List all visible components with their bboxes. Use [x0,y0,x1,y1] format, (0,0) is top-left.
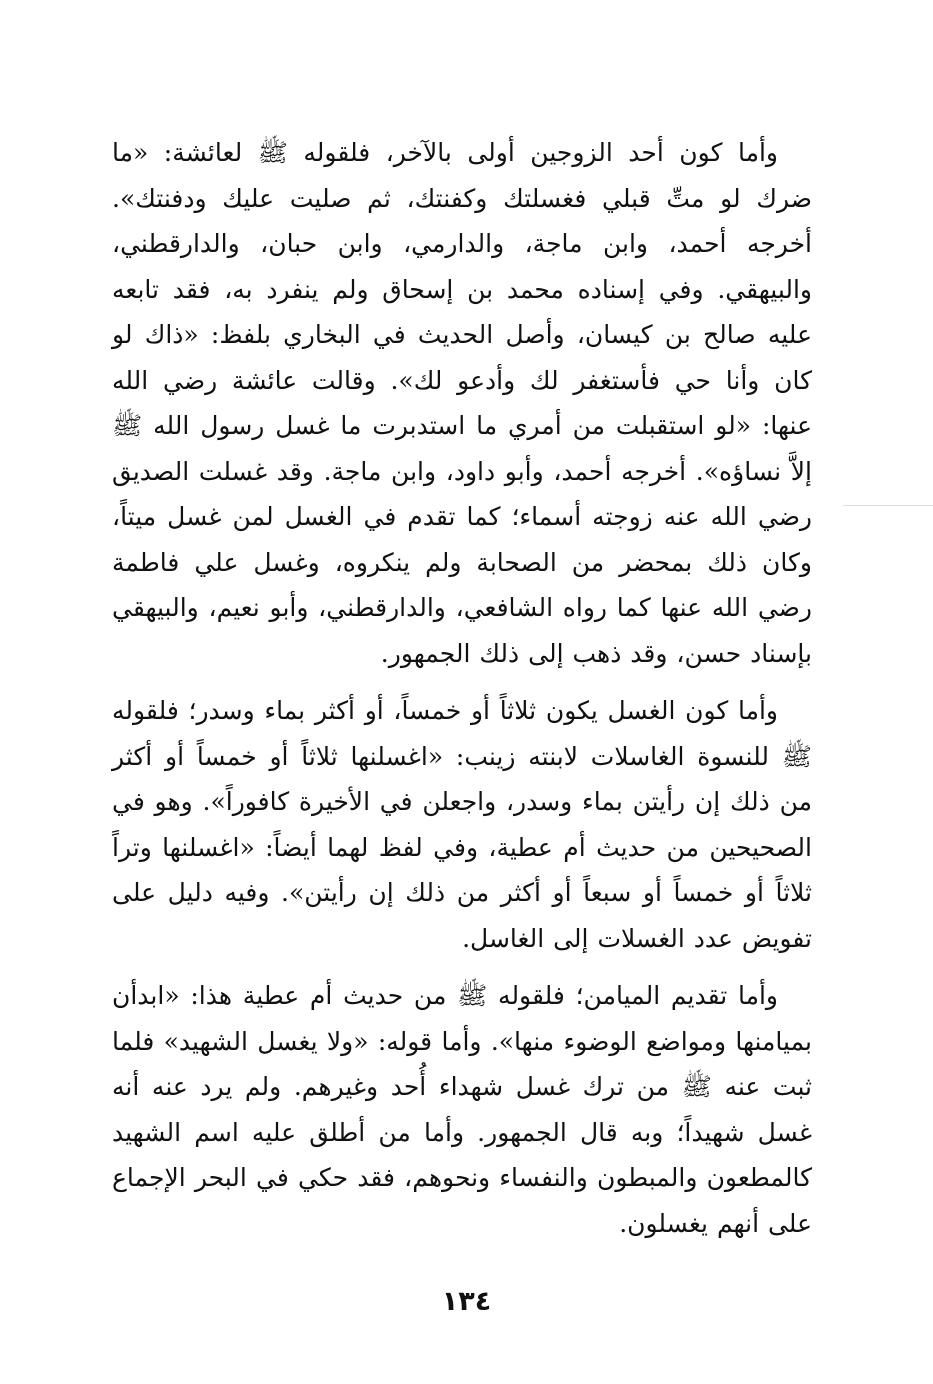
book-page-body [112,130,812,1246]
paragraph-number-of-washings: وأما كون الغسل يكون ثلاثاً أو خمساً، أو أكثر بماء وسدر؛ فلقوله ﷺ للنسوة الغاسلات لابنته زينب: «اغسلنها ثلاثاً أو خمساً أو أكثر من ذلك إن رأيتن بماء وسدر، واجعلن في الأخيرة كافوراً». وهو في الصحيحين من حديث أم عطية، وفي لفظ لهما أيضاً: «اغسلنها وتراً ثلاثاً أو خمساً أو سبعاً أو أكثر من ذلك إن رأيتن». وفيه دليل على تفويض عدد الغسلات إلى الغاسل. [112,696,812,953]
scan-artifact-line [843,505,933,506]
page-number: ١٣٤ [441,1286,492,1317]
paragraph-spouse-washing: وأما كون أحد الزوجين أولى بالآخر، فلقوله ﷺ لعائشة: «ما ضرك لو متِّ قبلي فغسلتك وكفنتك، ثم صليت عليك ودفنتك». أخرجه أحمد، وابن ماجة، والدارمي، وابن حبان، والدارقطني، والبيهقي. وفي إسناده محمد بن إسحاق ولم ينفرد به، فقد تابعه عليه صالح بن كيسان، وأصل الحديث في البخاري بلفظ: «ذاك لو كان وأنا حي فأستغفر لك وأدعو لك». وقالت عائشة رضي الله عنها: «لو استقبلت من أمري ما استدبرت ما غسل رسول الله ﷺ إلاَّ نساؤه». أخرجه أحمد، وأبو داود، وابن ماجة. وقد غسلت الصديق رضي الله عنه زوجته أسماء؛ كما تقدم في الغسل لمن غسل ميتاً، وكان ذلك بمحضر من الصحابة ولم ينكروه، وغسل علي فاطمة رضي الله عنها كما رواه الشافعي، والدارقطني، وأبو نعيم، والبيهقي بإسناد حسن، وقد ذهب إلى ذلك الجمهور. [112,138,812,668]
paragraph-right-side-first: وأما تقديم الميامن؛ فلقوله ﷺ من حديث أم عطية هذا: «ابدأن بميامنها ومواضع الوضوء منها». وأما قوله: «ولا يغسل الشهيد» فلما ثبت عنه ﷺ من ترك غسل شهداء أُحد وغيرهم. ولم يرد عنه أنه غسل شهيداً؛ وبه قال الجمهور. وأما من أطلق عليه اسم الشهيد كالمطعون والمبطون والنفساء ونحوهم، فقد حكي في البحر الإجماع على أنهم يغسلون. [112,981,812,1238]
